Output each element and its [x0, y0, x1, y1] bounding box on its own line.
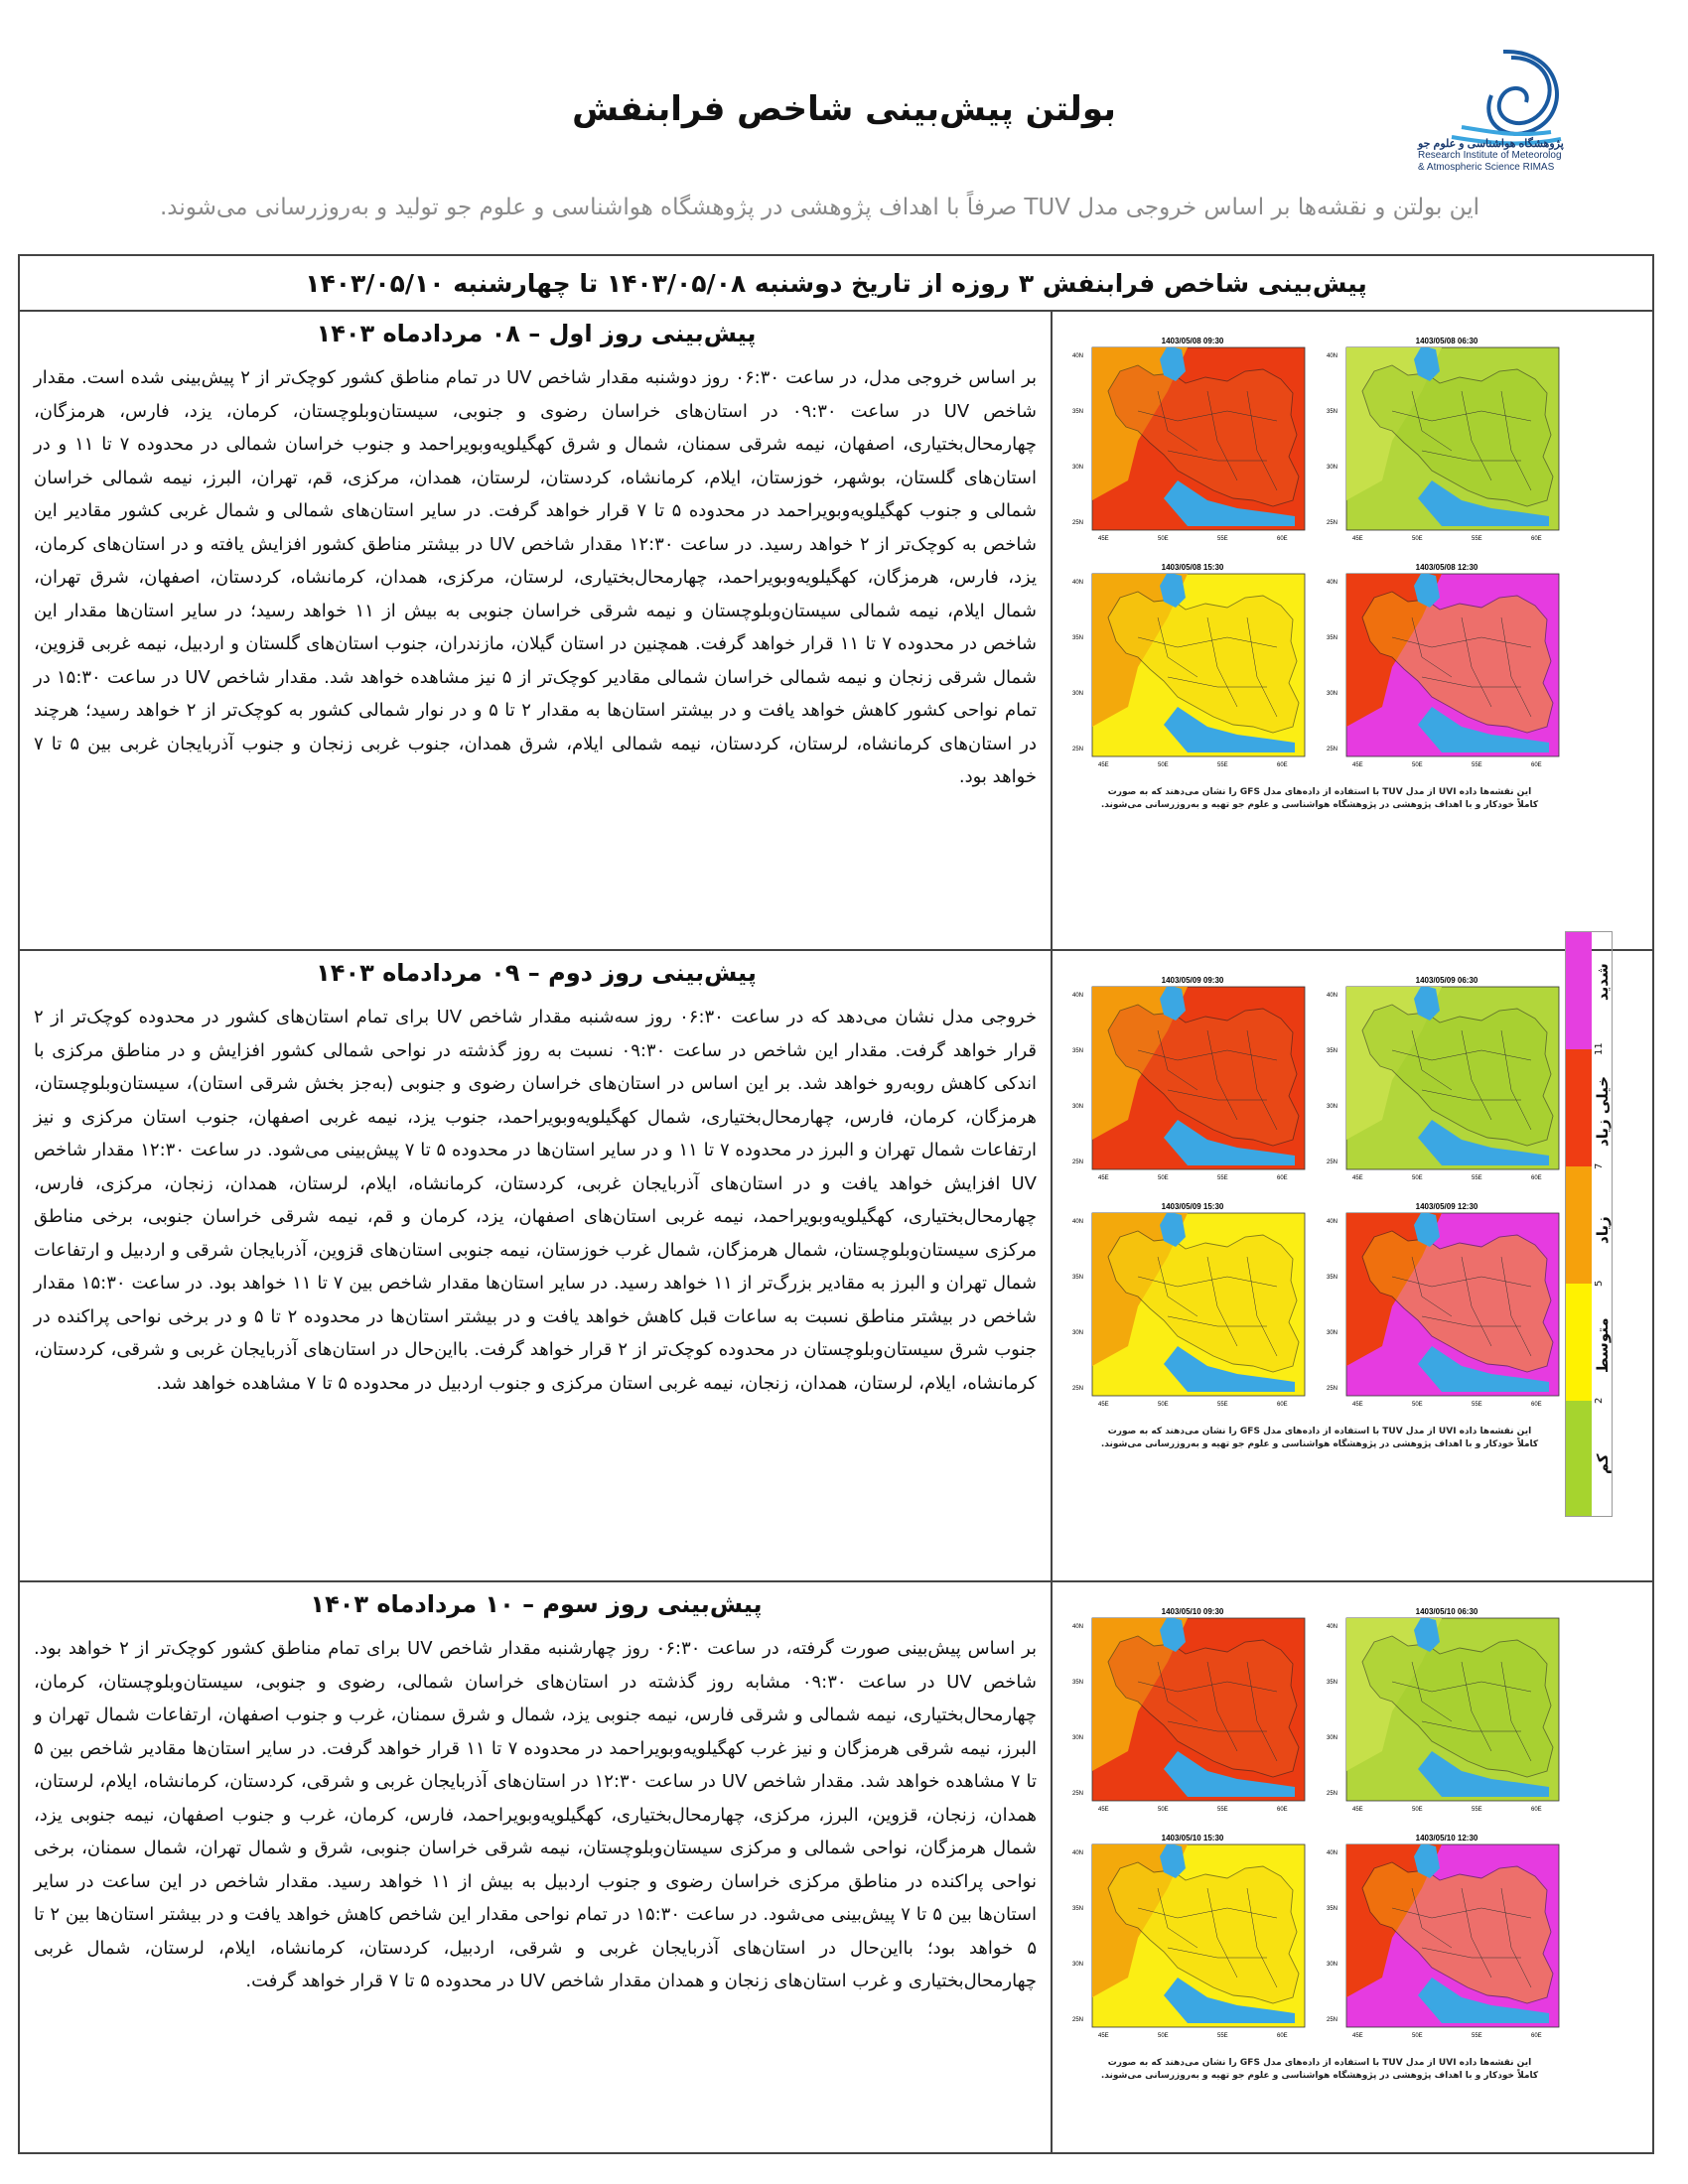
map-lat-label: 35N [1327, 1906, 1338, 1912]
uv-map [1068, 558, 1317, 776]
map-lon-label: 60E [1277, 1175, 1288, 1181]
uv-map-graphic [1068, 332, 1317, 550]
uv-map [1068, 971, 1317, 1189]
map-timestamp: 1403/05/08 09:30 [1161, 337, 1224, 345]
map-lon-label: 50E [1412, 1807, 1423, 1813]
logo-persian-name: پژوهشگاه هواشناسی و علوم جو [1418, 138, 1564, 150]
day-2-title: پیش‌بینی روز دوم – ۰۹ مردادماه ۱۴۰۳ [316, 959, 757, 987]
map-disclaimer [1066, 1426, 1573, 1451]
map-lon-label: 45E [1098, 536, 1109, 542]
logo-text [1418, 137, 1587, 174]
map-lon-label: 45E [1352, 762, 1363, 768]
map-lat-label: 40N [1327, 580, 1338, 586]
map-lon-label: 50E [1158, 1402, 1169, 1408]
map-lat-label: 40N [1072, 1624, 1084, 1630]
map-lat-label: 30N [1072, 1735, 1084, 1741]
map-lon-label: 45E [1352, 1175, 1363, 1181]
map-lat-label: 40N [1327, 993, 1338, 999]
map-lon-label: 55E [1472, 1807, 1482, 1813]
map-lat-label: 25N [1327, 1791, 1338, 1797]
map-lon-label: 50E [1158, 1807, 1169, 1813]
map-lat-label: 30N [1327, 465, 1338, 471]
legend-color-low [1566, 1401, 1592, 1516]
map-timestamp: 1403/05/10 12:30 [1415, 1834, 1478, 1843]
map-lon-label: 55E [1472, 536, 1482, 542]
uv-map-graphic [1323, 1602, 1571, 1821]
map-lon-label: 55E [1217, 762, 1228, 768]
uv-map [1323, 1829, 1571, 2047]
logo-english-name-2: & Atmospheric Science RIMAS [1418, 162, 1555, 173]
uv-map [1323, 558, 1571, 776]
map-lat-label: 25N [1327, 520, 1338, 526]
map-lat-label: 35N [1072, 1906, 1084, 1912]
legend-label-moderate: متوسط [1594, 1317, 1612, 1373]
map-disclaimer-line-2: کاملاً خودکار و با اهداف پژوهشی در پژوهشگاه هواشناسی و علوم جو تهیه و به‌روزرسانی می‌شوند. [1100, 800, 1539, 810]
map-timestamp: 1403/05/10 06:30 [1415, 1607, 1478, 1616]
map-lat-label: 25N [1072, 1791, 1084, 1797]
map-lat-label: 35N [1327, 635, 1338, 641]
map-lon-label: 55E [1217, 536, 1228, 542]
map-timestamp: 1403/05/08 15:30 [1161, 563, 1224, 572]
map-lon-label: 50E [1412, 762, 1423, 768]
uv-map-graphic [1323, 1197, 1571, 1416]
uv-map [1323, 971, 1571, 1189]
day-3-text [20, 1582, 1053, 2152]
uv-map-graphic [1068, 558, 1317, 776]
map-lat-label: 35N [1327, 1048, 1338, 1054]
map-lon-label: 50E [1158, 762, 1169, 768]
map-lon-label: 60E [1531, 1175, 1542, 1181]
map-lon-label: 55E [1472, 1175, 1482, 1181]
uv-map-graphic [1068, 1197, 1317, 1416]
forecast-range-title: پیش‌بینی شاخص فرابنفش ۳ روزه از تاریخ دوشنبه ۱۴۰۳/۰۵/۰۸ تا چهارشنبه ۱۴۰۳/۰۵/۱۰ [20, 256, 1652, 312]
map-lat-label: 40N [1072, 580, 1084, 586]
map-lon-label: 50E [1158, 1175, 1169, 1181]
map-disclaimer [1066, 786, 1573, 812]
map-lon-label: 60E [1277, 2033, 1288, 2039]
map-timestamp: 1403/05/09 09:30 [1161, 976, 1224, 985]
map-lon-label: 55E [1472, 2033, 1482, 2039]
map-lat-label: 25N [1327, 747, 1338, 752]
map-lat-label: 30N [1072, 1962, 1084, 1968]
map-lat-label: 30N [1072, 1330, 1084, 1336]
legend-color-extreme [1566, 932, 1592, 1049]
map-lat-label: 35N [1072, 635, 1084, 641]
forecast-frame [18, 254, 1654, 2154]
map-lon-label: 60E [1531, 1807, 1542, 1813]
map-lat-label: 40N [1072, 1219, 1084, 1225]
map-lon-label: 60E [1277, 536, 1288, 542]
day-3-section [20, 1580, 1652, 2152]
map-lon-label: 45E [1352, 536, 1363, 542]
uv-map-graphic [1323, 332, 1571, 550]
day-1-body: بر اساس خروجی مدل، در ساعت ۰۶:۳۰ روز دوشنبه مقدار شاخص UV در تمام مناطق کشور کوچک‌تر از ۲ پیش‌بینی شده است. مقدار شاخص UV در ساعت ۰۹:۳۰ در استان‌های خراسان رضوی و جنوبی، سیستان‌وبلوچستان، کرمان، یزد، فارس، هرمزگان، چهارمحال‌بختیاری، اصفهان، نیمه شرقی سمنان، شمال و شرق کهگیلویه‌وبویراحمد و جنوب خراسان شمالی در محدوده ۷ تا ۱۱ و در استان‌های گلستان، بوشهر، خوزستان، ایلام، کرمانشاه، کردستان، لرستان، همدان، مرکزی، قم، تهران، البرز، نیمه شمالی خراسان شمالی و جنوب کهگیلویه‌وبویراحمد در محدوده ۵ تا ۷ قرار خواهد گرفت. در سایر استان‌های شمالی و شمال غربی کشور مقادیر این شاخص به کوچک‌تر از ۲ خواهد رسید. در ساعت ۱۲:۳۰ مقدار شاخص UV در بیشتر مناطق کشور افزایش یافته و در استان‌های کرمان، یزد، فارس، هرمزگان، کهگیلویه‌وبویراحمد، چهارمحال‌بختیاری، لرستان، مرکزی، همدان، کرمانشاه، کردستان، اصفهان، شرق تهران، شمال ایلام، نیمه شمالی سیستان‌وبلوچستان و نیمه شرقی خراسان جنوبی به بیش از ۱۱ خواهد رسید؛ در سایر استان‌ها مقدار این شاخص در محدوده ۷ تا ۱۱ قرار خواهد گرفت. همچنین در استان گیلان، مازندران، جنوب استان‌های گلستان و اردبیل، نیمه غربی قزوین، شمال شرقی زنجان و نیمه شمالی خراسان شمالی مقادیر کوچک‌تر از ۵ نیز مشاهده خواهد شد. مقدار شاخص UV در ساعت ۱۵:۳۰ در تمام نواحی کشور کاهش خواهد یافت و در بیشتر استان‌ها به مقدار ۲ تا ۵ و در نوار شمالی کشور به کوچک‌تر از ۲ خواهد رسید؛ هرچند در استان‌های کرمانشاه، لرستان، کردستان، نیمه شمالی ایلام، شرق همدان، جنوب غربی زنجان و جنوب آذربایجان غربی بین ۵ تا ۷ خواهد بود. [34, 367, 1038, 787]
map-lat-label: 30N [1072, 1104, 1084, 1110]
legend-label-low: کم [1594, 1453, 1612, 1475]
map-lat-label: 25N [1072, 2017, 1084, 2023]
legend-label-very-high: خیلی زیاد [1594, 1075, 1612, 1147]
day-3-maps [1056, 1582, 1583, 2152]
map-timestamp: 1403/05/10 15:30 [1161, 1834, 1224, 1843]
uv-map-graphic [1068, 1602, 1317, 1821]
map-lon-label: 55E [1217, 1807, 1228, 1813]
uv-map-graphic [1323, 1829, 1571, 2047]
map-lat-label: 25N [1072, 520, 1084, 526]
map-lat-label: 40N [1072, 1850, 1084, 1856]
legend-tick-5: 5 [1594, 1280, 1605, 1288]
map-lat-label: 25N [1327, 2017, 1338, 2023]
map-lon-label: 60E [1531, 1402, 1542, 1408]
map-timestamp: 1403/05/09 15:30 [1161, 1202, 1224, 1211]
uv-map [1068, 1197, 1317, 1416]
day-3-title: پیش‌بینی روز سوم – ۱۰ مردادماه ۱۴۰۳ [310, 1590, 763, 1618]
map-lon-label: 50E [1158, 536, 1169, 542]
map-lon-label: 55E [1217, 2033, 1228, 2039]
map-lon-label: 45E [1352, 2033, 1363, 2039]
map-disclaimer-line-1: این نقشه‌ها داده UVI از مدل TUV با استفاده از داده‌های مدل GFS را نشان می‌دهند که به صورت [1107, 2058, 1532, 2068]
map-lon-label: 45E [1098, 1402, 1109, 1408]
legend-label-extreme: شدید [1594, 963, 1612, 1001]
map-lat-label: 30N [1327, 691, 1338, 697]
map-lat-label: 40N [1072, 993, 1084, 999]
legend-label-high: زیاد [1594, 1216, 1612, 1244]
map-lon-label: 45E [1098, 1807, 1109, 1813]
map-lon-label: 45E [1352, 1807, 1363, 1813]
uv-map [1068, 1829, 1317, 2047]
map-lon-label: 45E [1352, 1402, 1363, 1408]
map-lat-label: 25N [1072, 1386, 1084, 1392]
map-lat-label: 30N [1072, 465, 1084, 471]
map-lon-label: 55E [1472, 762, 1482, 768]
map-lon-label: 50E [1412, 1175, 1423, 1181]
map-timestamp: 1403/05/08 06:30 [1415, 337, 1478, 345]
uv-map [1323, 332, 1571, 550]
map-disclaimer-line-1: این نقشه‌ها داده UVI از مدل TUV با استفاده از داده‌های مدل GFS را نشان می‌دهند که به صورت [1107, 1427, 1532, 1436]
day-1-section [20, 312, 1652, 949]
map-lon-label: 55E [1472, 1402, 1482, 1408]
map-lat-label: 25N [1327, 1386, 1338, 1392]
map-lat-label: 30N [1327, 1330, 1338, 1336]
map-lat-label: 35N [1072, 409, 1084, 415]
bulletin-title: بولتن پیش‌بینی شاخص فرابنفش [572, 89, 1116, 129]
day-1-maps [1056, 312, 1583, 949]
uv-map-graphic [1323, 558, 1571, 776]
map-timestamp: 1403/05/09 12:30 [1415, 1202, 1478, 1211]
map-lon-label: 60E [1531, 536, 1542, 542]
map-disclaimer-line-2: کاملاً خودکار و با اهداف پژوهشی در پژوهشگاه هواشناسی و علوم جو تهیه و به‌روزرسانی می‌شوند. [1100, 1439, 1539, 1449]
day-2-section [20, 949, 1652, 1580]
map-lat-label: 40N [1327, 353, 1338, 359]
map-timestamp: 1403/05/08 12:30 [1415, 563, 1478, 572]
map-lat-label: 35N [1072, 1275, 1084, 1281]
map-lat-label: 35N [1072, 1680, 1084, 1686]
day-1-text [20, 312, 1053, 949]
map-lat-label: 30N [1327, 1104, 1338, 1110]
uv-legend [1565, 931, 1613, 1517]
legend-tick-11: 11 [1594, 1042, 1605, 1056]
legend-tick-7: 7 [1594, 1162, 1605, 1170]
day-2-text [20, 951, 1053, 1580]
logo-english-name-1: Research Institute of Meteorolog [1418, 150, 1562, 161]
map-lat-label: 25N [1072, 1160, 1084, 1165]
map-lon-label: 60E [1277, 1402, 1288, 1408]
map-lon-label: 45E [1098, 2033, 1109, 2039]
map-lon-label: 55E [1217, 1175, 1228, 1181]
map-lon-label: 60E [1277, 1807, 1288, 1813]
map-lon-label: 60E [1531, 2033, 1542, 2039]
legend-tick-2: 2 [1594, 1397, 1605, 1405]
day-2-maps [1056, 951, 1583, 1580]
map-lat-label: 40N [1072, 353, 1084, 359]
map-lat-label: 40N [1327, 1624, 1338, 1630]
uv-map [1068, 332, 1317, 550]
uv-map [1068, 1602, 1317, 1821]
day-3-body: بر اساس پیش‌بینی صورت گرفته، در ساعت ۰۶:۳۰ روز چهارشنبه مقدار شاخص UV برای تمام مناطق کشور کوچک‌تر از ۲ خواهد بود. شاخص UV در ساعت ۰۹:۳۰ مشابه روز گذشته در استان‌های خراسان شمالی، رضوی و جنوبی، سیستان‌وبلوچستان، کرمان، چهارمحال‌بختیاری، نیمه شمالی و شرقی فارس، نیمه جنوبی یزد، شمال و شرق سمنان، غرب و جنوب اصفهان، ارتفاعات شمال تهران و البرز، نیمه شرقی هرمزگان و نیز غرب کهگیلویه‌وبویراحمد در محدوده ۷ تا ۱۱ قرار خواهد گرفت. در سایر استان‌ها مقادیر شاخص بین ۵ تا ۷ مشاهده خواهد شد. مقدار شاخص UV در ساعت ۱۲:۳۰ در استان‌های آذربایجان غربی و شرقی، کردستان، کرمانشاه، ایلام، لرستان، همدان، زنجان، قزوین، البرز، مرکزی، چهارمحال‌بختیاری، کهگیلویه‌وبویراحمد، فارس، کرمان، غرب و جنوب اصفهان، نیمه جنوبی یزد، شمال هرمزگان، نواحی شمالی و مرکزی سیستان‌وبلوچستان، نیمه شرقی خراسان جنوبی، شرق و شمال تهران، شمال سمنان، برخی نواحی پراکنده در مناطق مرکزی خراسان رضوی و جنوب اردبیل به بیش از ۱۱ خواهد رسید. مقدار شاخص در این ساعت در سایر استان‌ها بین ۵ تا ۷ پیش‌بینی می‌شود. در ساعت ۱۵:۳۰ در تمام نواحی مقدار این شاخص کاهش خواهد یافت و در بیشتر استان‌ها بین ۲ تا ۵ خواهد بود؛ بااین‌حال در استان‌های آذربایجان غربی و شرقی، اردبیل، کردستان، کرمانشاه، ایلام، لرستان، شمال غربی چهارمحال‌بختیاری و غرب استان‌های زنجان و همدان مقدار شاخص UV در محدوده ۵ تا ۷ قرار خواهد گرفت. [34, 1638, 1038, 1991]
legend-color-moderate [1566, 1284, 1592, 1401]
bulletin-subtitle: این بولتن و نقشه‌ها بر اساس خروجی مدل TUV صرفاً با اهداف پژوهشی در پژوهشگاه هواشناسی و علوم جو تولید و به‌روزرسانی می‌شوند. [159, 195, 1479, 220]
map-lat-label: 30N [1327, 1962, 1338, 1968]
map-lon-label: 45E [1098, 1175, 1109, 1181]
map-lat-label: 30N [1327, 1735, 1338, 1741]
map-disclaimer-line-2: کاملاً خودکار و با اهداف پژوهشی در پژوهشگاه هواشناسی و علوم جو تهیه و به‌روزرسانی می‌شوند. [1100, 2071, 1539, 2081]
map-disclaimer-line-1: این نقشه‌ها داده UVI از مدل TUV با استفاده از داده‌های مدل GFS را نشان می‌دهند که به صورت [1107, 787, 1532, 797]
map-timestamp: 1403/05/10 09:30 [1161, 1607, 1224, 1616]
uv-map-graphic [1068, 971, 1317, 1189]
map-lat-label: 35N [1327, 409, 1338, 415]
map-lat-label: 30N [1072, 691, 1084, 697]
uv-map-graphic [1323, 971, 1571, 1189]
map-lat-label: 35N [1327, 1275, 1338, 1281]
legend-color-high [1566, 1166, 1592, 1284]
map-lat-label: 25N [1072, 747, 1084, 752]
legend-color-very-high [1566, 1049, 1592, 1166]
map-lon-label: 55E [1217, 1402, 1228, 1408]
map-lat-label: 35N [1072, 1048, 1084, 1054]
map-lat-label: 25N [1327, 1160, 1338, 1165]
map-disclaimer [1066, 2057, 1573, 2083]
uv-map [1323, 1602, 1571, 1821]
map-lat-label: 35N [1327, 1680, 1338, 1686]
uv-map-graphic [1068, 1829, 1317, 2047]
map-lon-label: 45E [1098, 762, 1109, 768]
map-timestamp: 1403/05/09 06:30 [1415, 976, 1478, 985]
map-lon-label: 50E [1412, 1402, 1423, 1408]
map-lon-label: 50E [1412, 536, 1423, 542]
map-lat-label: 40N [1327, 1850, 1338, 1856]
uv-map [1323, 1197, 1571, 1416]
map-lon-label: 50E [1158, 2033, 1169, 2039]
map-lon-label: 60E [1531, 762, 1542, 768]
map-lon-label: 60E [1277, 762, 1288, 768]
day-1-title: پیش‌بینی روز اول – ۰۸ مردادماه ۱۴۰۳ [316, 320, 757, 347]
map-lat-label: 40N [1327, 1219, 1338, 1225]
map-lon-label: 50E [1412, 2033, 1423, 2039]
day-2-body: خروجی مدل نشان می‌دهد که در ساعت ۰۶:۳۰ روز سه‌شنبه مقدار شاخص UV برای تمام استان‌های کشور در محدوده کوچک‌تر از ۲ قرار خواهد گرفت. مقدار این شاخص در ساعت ۰۹:۳۰ نسبت به روز گذشته در نواحی شمالی کشور افزایش و در مناطق مرکزی با اندکی کاهش روبه‌رو خواهد شد. بر این اساس در استان‌های خراسان رضوی و جنوبی (به‌جز بخش شرقی استان)، سیستان‌وبلوچستان، هرمزگان، کرمان، فارس، چهارمحال‌بختیاری، شمال کهگیلویه‌وبویراحمد، جنوب یزد، نیمه غربی اصفهان، جنوب استان مرکزی و نیز ارتفاعات شمال تهران و البرز در محدوده ۷ تا ۱۱ و در سایر استان‌ها در محدوده ۵ تا ۷ پیش‌بینی می‌شود. در ساعت ۱۲:۳۰ مقدار شاخص UV افزایش خواهد یافت و در استان‌های آذربایجان غربی، کردستان، کرمانشاه، ایلام، لرستان، همدان، زنجان، مرکزی، فارس، چهارمحال‌بختیاری، کهگیلویه‌وبویراحمد، نیمه غربی استان‌های اصفهان، یزد، کرمان و قم، نیمه شرقی خراسان جنوبی، برخی مناطق مرکزی سیستان‌وبلوچستان، شمال هرمزگان، شمال غرب خوزستان، نیمه جنوبی استان‌های قزوین، آذربایجان شرقی و اردبیل و ارتفاعات شمال تهران و البرز به مقادیر بزرگ‌تر از ۱۱ خواهد رسید. در سایر استان‌ها مقدار شاخص بین ۷ تا ۱۱ خواهد بود. در ساعت ۱۵:۳۰ مقدار شاخص در بیشتر مناطق نسبت به ساعات قبل کاهش خواهد یافت و در بیشتر استان‌ها در محدوده ۲ تا ۵ و در برخی نواحی پراکنده در جنوب شرق سیستان‌وبلوچستان در محدوده کوچک‌تر از ۲ قرار خواهد گرفت. بااین‌حال در استان‌های آذربایجان غربی و شرقی، کردستان، کرمانشاه، ایلام، لرستان، همدان، زنجان، نیمه غربی استان مرکزی و جنوب اردبیل در محدوده ۵ تا ۷ مشاهده خواهد شد. [34, 1007, 1038, 1394]
